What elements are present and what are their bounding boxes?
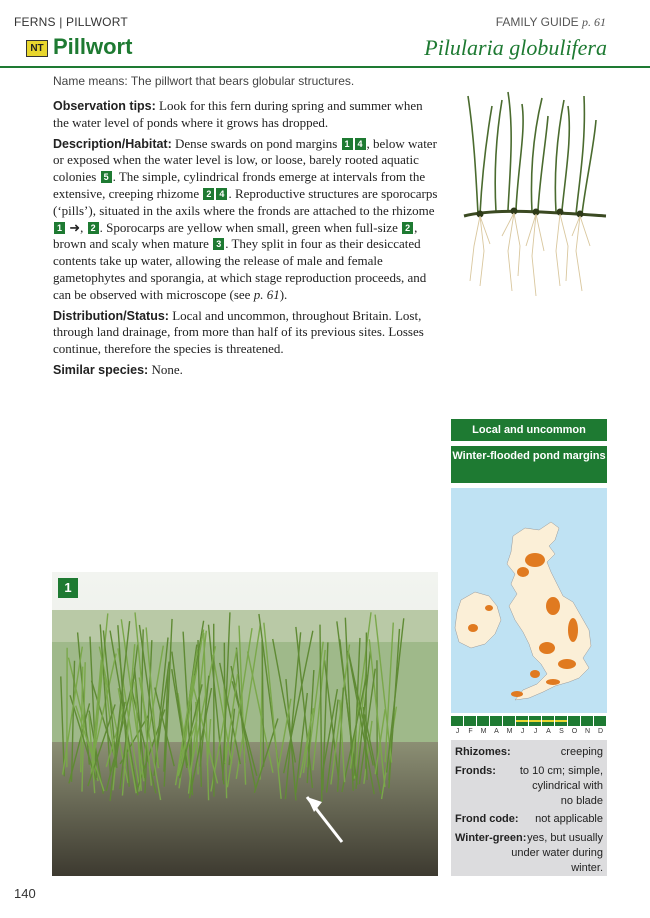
photo-ref: 1 bbox=[54, 222, 65, 234]
photo-ref: 1 bbox=[342, 138, 353, 150]
month-cell bbox=[594, 716, 607, 726]
photo-ref: 4 bbox=[216, 188, 227, 200]
month-label: S bbox=[559, 728, 564, 735]
month-cell bbox=[542, 716, 555, 726]
photo-ref: 2 bbox=[203, 188, 214, 200]
status-badge: NT bbox=[26, 40, 48, 57]
similar-paragraph: Similar species: None. bbox=[53, 361, 183, 377]
month-label: J bbox=[455, 728, 460, 735]
month-label: N bbox=[584, 728, 591, 735]
month-label: J bbox=[533, 728, 538, 735]
month-cell bbox=[555, 716, 568, 726]
facts-panel bbox=[451, 740, 607, 876]
photo-number: 1 bbox=[58, 578, 78, 598]
photo-ref: 3 bbox=[213, 238, 224, 250]
month-labels bbox=[451, 726, 607, 737]
species-description bbox=[53, 98, 438, 383]
month-cell bbox=[529, 716, 542, 726]
month-calendar bbox=[451, 716, 607, 738]
month-cell bbox=[464, 716, 477, 726]
month-cell bbox=[581, 716, 594, 726]
distribution-map bbox=[451, 488, 607, 713]
photo-ref: 2 bbox=[88, 222, 99, 234]
month-cell bbox=[568, 716, 581, 726]
photo-ref: 2 bbox=[402, 222, 413, 234]
month-label: O bbox=[571, 728, 578, 735]
page-title: Pillwort bbox=[53, 34, 133, 59]
habitat-badge: Winter-flooded pond margins bbox=[451, 446, 607, 483]
fact-winter-green: Winter-green: yes, but usually under water during winter. bbox=[455, 832, 603, 874]
month-bars bbox=[451, 716, 607, 726]
photo-ref: 4 bbox=[355, 138, 366, 150]
month-cell bbox=[490, 716, 503, 726]
month-label: A bbox=[546, 728, 551, 735]
month-label: M bbox=[480, 728, 487, 735]
month-label: J bbox=[520, 728, 525, 735]
name-means: Name means: The pillwort that bears globular structures. bbox=[53, 74, 355, 88]
month-cell bbox=[516, 716, 529, 726]
fact-fronds: Fronds: to 10 cm; simple, cylindrical with no blade bbox=[455, 765, 603, 807]
description-paragraph: Description/Habitat: Dense swards on pond margins 1 4 , below water or exposed when the water level is low, or loose, barely rooted aquatic colonies 5 . The simple, cylindrical fronds emerge at intervals from the extensive, creeping rhizome 2 4 . Reproductive structures are sporocarps (‘pills’), situated in the axils where the fronds are attached to the rhizome 1 ➜, 2 . Sporocarps are yellow when small, green when full-size 2 , brown and scaly when mature 3 . They split in four as their desiccated contents take up water, allowing the release of male and female gametophytes and sporangia, at which stage reproduction proceeds, and can be observed with microscope (see p. 61). bbox=[53, 135, 438, 302]
plant-illustration bbox=[456, 86, 616, 306]
observation-paragraph: Observation tips: Look for this fern during spring and summer when the water level of ponds where it grows has dropped. bbox=[53, 98, 423, 130]
photo-ref: 5 bbox=[101, 171, 112, 183]
month-label: A bbox=[494, 728, 499, 735]
fact-frond-code: Frond code: not applicable bbox=[455, 813, 603, 825]
month-cell bbox=[503, 716, 516, 726]
month-label: F bbox=[468, 728, 473, 735]
section-breadcrumb: FERNS | PILLWORT bbox=[14, 15, 128, 29]
month-cell bbox=[477, 716, 490, 726]
habitat-photo bbox=[52, 572, 438, 876]
family-guide-ref: FAMILY GUIDE p. 61 bbox=[495, 15, 606, 29]
latin-name: Pilularia globulifera bbox=[424, 35, 607, 60]
month-label: D bbox=[597, 728, 604, 735]
distribution-paragraph: Distribution/Status: Local and uncommon, throughout Britain. Lost, through land drainage, from more than half of its previous sites. Losses continue, therefore the species is threatened. bbox=[53, 307, 424, 357]
month-label: M bbox=[506, 728, 513, 735]
page-number: 140 bbox=[14, 886, 36, 901]
header-rule bbox=[0, 66, 650, 68]
rarity-badge: Local and uncommon bbox=[451, 419, 607, 441]
month-cell bbox=[451, 716, 464, 726]
fact-rhizomes: Rhizomes: creeping bbox=[455, 746, 603, 758]
